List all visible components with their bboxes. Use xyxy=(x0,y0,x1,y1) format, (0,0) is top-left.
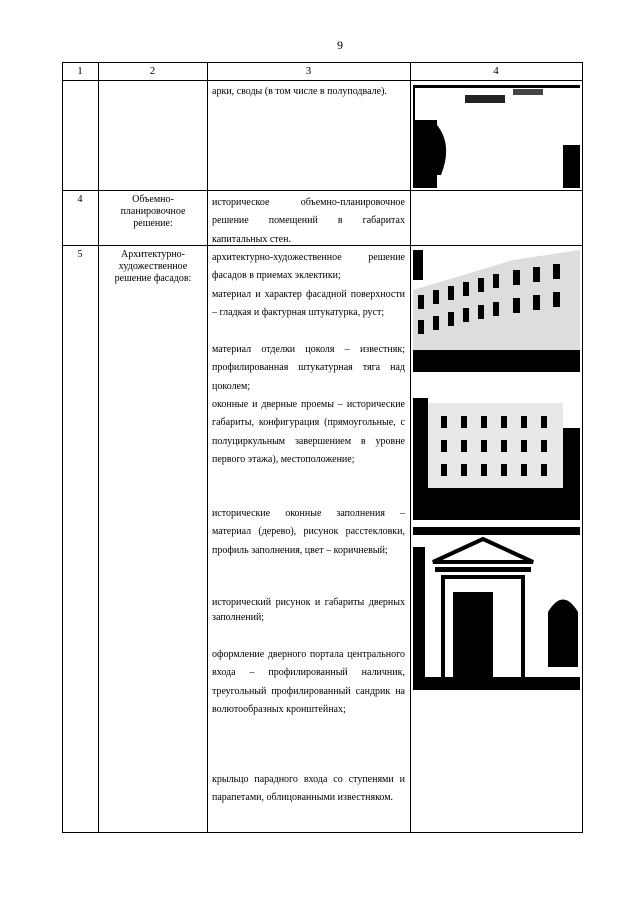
cell-text: материал отделки цоколя – известняк; профилированная штукатурная тяга над цоколем; xyxy=(212,344,405,392)
facade-photo-1 xyxy=(413,250,580,372)
facade-photo-2 xyxy=(413,398,580,520)
column-header: 1 xyxy=(77,65,83,77)
cell-text: оформление дверного портала центрального входа – профилированный наличник, треугольный профилированный сандрик на волютообразных кронштейнах; xyxy=(212,649,405,715)
cell-text: историческое объемно-планировочное решение помещений в габаритах капитальных стен. xyxy=(212,197,405,245)
divider xyxy=(582,62,583,833)
cell-text: исторические оконные заполнения – материал (дерево), рисунок расстекловки, профиль заполнения, цвет – коричневый; xyxy=(212,508,405,556)
row-number: 4 xyxy=(77,194,83,205)
divider xyxy=(62,832,583,833)
row-name: Объемно-планировочное решение: xyxy=(120,194,186,229)
interior-vault-photo xyxy=(413,85,580,188)
column-header: 3 xyxy=(305,65,312,77)
page-number: 9 xyxy=(337,38,343,52)
cell-text: архитектурно-художественное решение фасадов в приемах эклектики; xyxy=(212,252,405,282)
divider xyxy=(98,62,99,833)
column-header: 4 xyxy=(493,65,499,77)
entrance-portal-photo xyxy=(413,527,580,690)
divider xyxy=(62,190,583,191)
row-number: 5 xyxy=(77,249,83,260)
cell-text: крыльцо парадного входа со ступенями и парапетами, облицованными известняком. xyxy=(212,774,405,804)
divider xyxy=(62,80,583,81)
cell-text: исторический рисунок и габариты дверных заполнений; xyxy=(212,597,405,623)
row-name: Архитектурно-художественное решение фасадов: xyxy=(114,249,192,284)
divider xyxy=(62,62,583,63)
divider xyxy=(410,62,411,833)
cell-text: оконные и дверные проемы – исторические габариты, конфигурация (прямоугольные, с полуциркульным завершением в уровне первого этажа), местоположение; xyxy=(212,399,405,465)
divider xyxy=(207,62,208,833)
cell-text: материал и характер фасадной поверхности – гладкая и фактурная штукатурка, руст; xyxy=(212,289,405,319)
column-header: 2 xyxy=(149,65,156,77)
cell-text: арки, своды (в том числе в полуподвале). xyxy=(212,86,387,97)
divider xyxy=(62,62,63,833)
